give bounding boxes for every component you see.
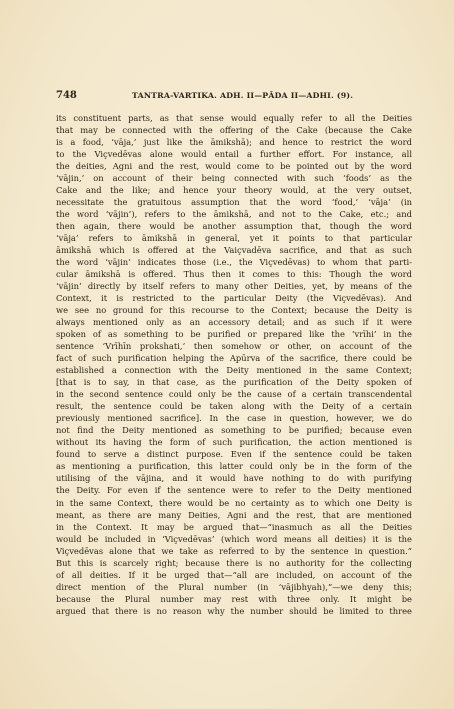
text-line: the word ‘vājin’ indicates those (i.e., the Viçvedēvas) to whom that parti- (56, 257, 412, 268)
text-line: always mentioned only as an accessory detail; and as such if it were (56, 317, 412, 328)
text-line: then again, there would be another assumption that, though the word (56, 221, 412, 232)
page-number: 748 (56, 90, 77, 101)
text-line: we see no ground for this recourse to the Context; because the Deity is (56, 305, 412, 316)
text-line: But this is scarcely right; because there is no authority for the collecting (56, 557, 412, 568)
text-line: as mentioning a purification, this latter could only be in the form of the (56, 461, 412, 472)
text-line: the deities, Agni and the rest, would come to be pointed out by the word (56, 161, 412, 172)
text-line: ‘vāja’ refers to āmikshā in general, yet it points to that particular (56, 233, 412, 244)
text-line: previously mentioned sacrifice]. In the case in question, however, we do (56, 413, 412, 424)
text-line: sentence ‘Vrīhīn prokshati,’ then somehow or other, on account of the (56, 341, 412, 352)
text-line: necessitate the gratuitous assumption that the word ‘food,’ ‘vāja’ (in (56, 197, 412, 208)
text-line: in the same Context, there would be no certainty as to which one Deity is (56, 497, 412, 508)
text-line: would be included in ‘Viçvedēvas’ (which word means all deities) it is the (56, 533, 412, 544)
page-header (56, 90, 412, 102)
text-line: in the second sentence could only be the cause of a certain transcendental (56, 389, 412, 400)
text-line: is a food, ‘vāja,’ just like the āmikshā); and hence to restrict the word (56, 137, 412, 148)
text-line: utilising of the vājina, and it would have nothing to do with purifying (56, 473, 412, 484)
running-head: TANTRA-VARTIKA. ADH. II—PĀDA II—ADHI. (9). (132, 90, 354, 100)
text-line: that may be connected with the offering of the Cake (because the Cake (56, 125, 412, 136)
text-line: ‘vājin’ directly by itself refers to many other Deities, yet, by means of the (56, 281, 412, 292)
text-line: without its having the form of such purification, the action mentioned is (56, 437, 412, 448)
text-line: Viçvedēvas alone that we take as referred to by the sentence in question.” (56, 545, 412, 556)
text-line: found to serve a distinct purpose. Even if the sentence could be taken (56, 449, 412, 460)
text-line: the word ‘vājin’), refers to the āmikshā, and not to the Cake, etc.; and (56, 209, 412, 220)
text-line: argued that there is no reason why the number should be limited to three (56, 605, 412, 616)
text-line: Context, it is restricted to the particular Deity (the Viçvedēvas). And (56, 293, 412, 304)
text-line: the Deity. For even if the sentence were to refer to the Deity mentioned (56, 485, 412, 496)
text-line: in the Context. It may be argued that—“inasmuch as all the Deities (56, 521, 412, 532)
text-line: ‘vājin,’ on account of their being connected with such ‘foods’ as the (56, 173, 412, 184)
text-line: not find the Deity mentioned as something to be purified; because even (56, 425, 412, 436)
text-line: established a connection with the Deity mentioned in the same Context; (56, 365, 412, 376)
text-line: meant, as there are many Deities, Agni and the rest, that are mentioned (56, 509, 412, 520)
text-line: result, the sentence could be taken along with the Deity of a certain (56, 401, 412, 412)
text-line: its constituent parts, as that sense would equally refer to all the Deities (56, 113, 412, 123)
text-line: of all deities. If it be urged that—“all are included, on account of the (56, 569, 412, 580)
text-line: [that is to say, in that case, as the purification of the Deity spoken of (56, 377, 412, 388)
text-line: direct mention of the Plural number (in ‘vājibhyah),”—we deny this; (56, 581, 412, 592)
text-line: āmikshā which is offered at the Vaiçvadēva sacrifice, and that as such (56, 245, 412, 256)
body-text (56, 112, 412, 617)
text-line: Cake and the like; and hence your theory would, at the very outset, (56, 185, 412, 196)
text-line: cular āmikshā is offered. Thus then it comes to this: Though the word (56, 269, 412, 280)
text-line: to the Viçvedēvas alone would entail a further effort. For instance, all (56, 149, 412, 160)
text-line: spoken of as something to be purified or prepared like the ‘vrīhi’ in the (56, 329, 412, 340)
text-line: fact of such purification helping the Apūrva of the sacrifice, there could be (56, 353, 412, 364)
text-line: because the Plural number may rest with three only. It might be (56, 593, 412, 604)
